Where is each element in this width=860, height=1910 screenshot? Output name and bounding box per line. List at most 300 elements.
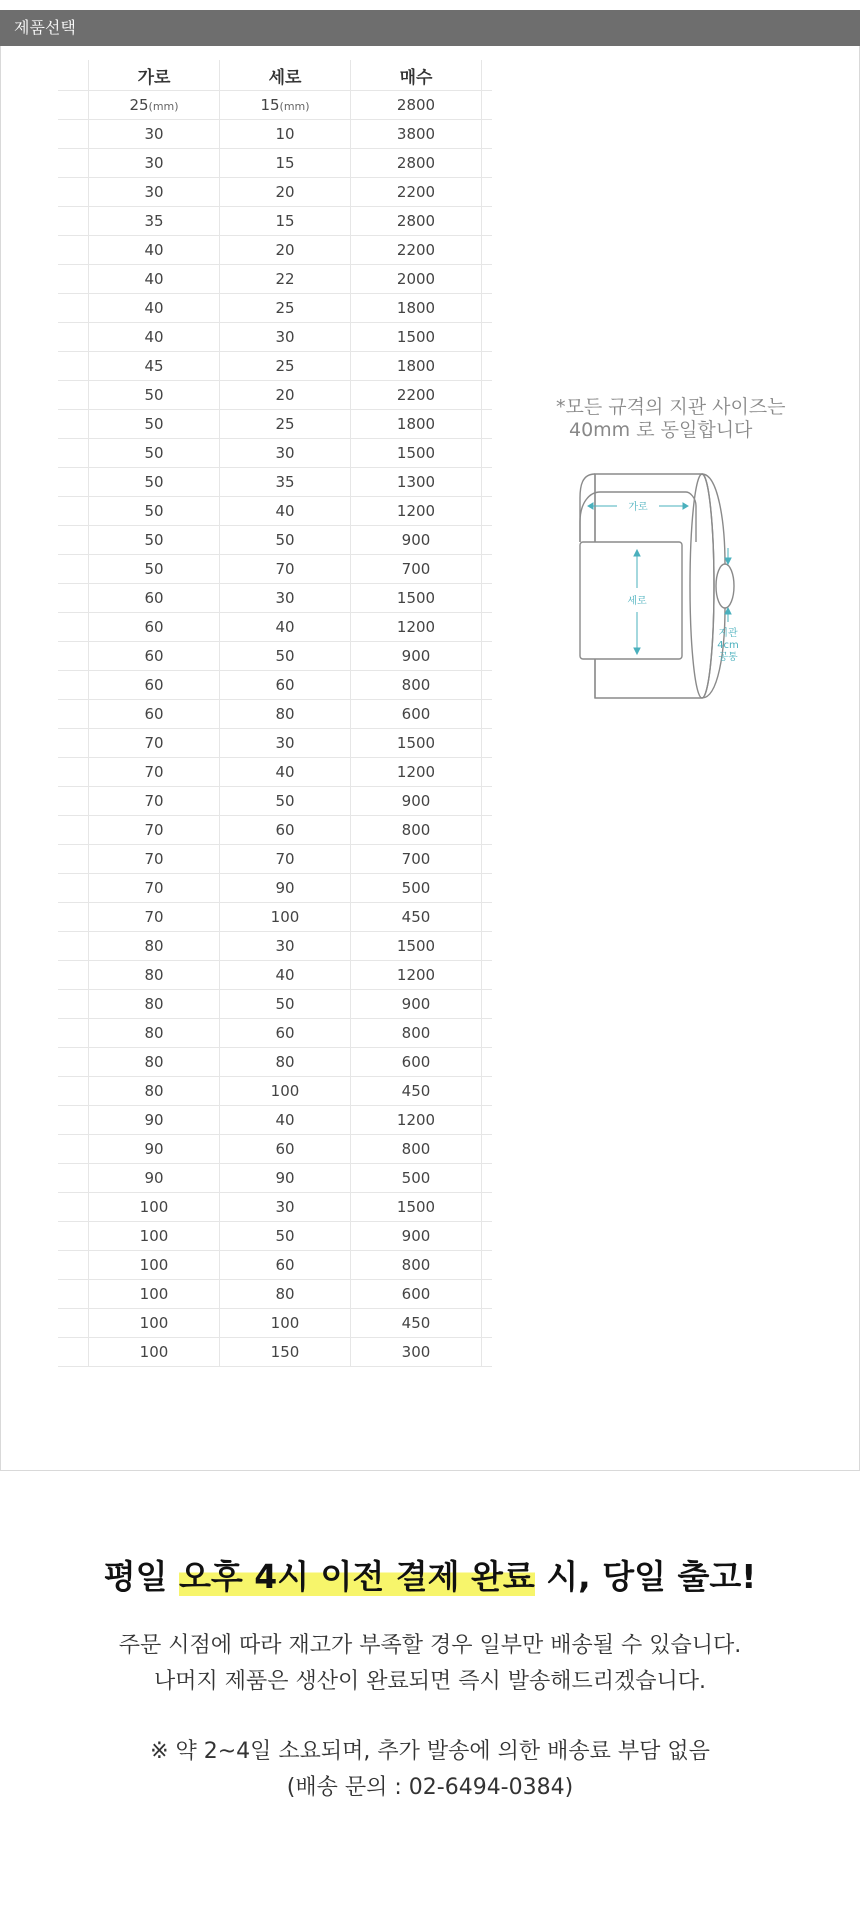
cell-value: 90: [275, 1169, 295, 1187]
table-row: [58, 758, 492, 787]
cell-value: 60: [144, 647, 164, 665]
count-cell: [351, 265, 482, 294]
cell-value: 800: [401, 1256, 431, 1274]
table-row: [58, 236, 492, 265]
width-cell: [89, 1106, 220, 1135]
count-cell: [351, 787, 482, 816]
count-cell: [351, 990, 482, 1019]
column-header-count: 매수: [351, 60, 482, 91]
table-row: [58, 613, 492, 642]
core-label-2: 4cm: [717, 640, 739, 651]
count-cell: [351, 1251, 482, 1280]
cell-value: 45: [144, 357, 164, 375]
height-cell: [220, 178, 351, 207]
table-row: [58, 439, 492, 468]
cell-value: 900: [401, 792, 431, 810]
cell-value: 1200: [396, 763, 436, 781]
height-cell: [220, 1164, 351, 1193]
cell-value: 30: [275, 444, 295, 462]
unit-label: (mm): [148, 100, 179, 113]
height-cell: [220, 265, 351, 294]
width-cell: [89, 265, 220, 294]
width-cell: [89, 410, 220, 439]
cell-value: 40: [275, 502, 295, 520]
cell-value: 450: [401, 1314, 431, 1332]
height-cell: [220, 149, 351, 178]
height-cell: [220, 874, 351, 903]
cell-value: 30: [144, 154, 164, 172]
cell-value: 100: [270, 908, 300, 926]
width-cell: [89, 1338, 220, 1367]
table-row: [58, 961, 492, 990]
table-row: [58, 149, 492, 178]
table-row: [58, 1106, 492, 1135]
cell-value: 150: [270, 1343, 300, 1361]
width-cell: [89, 1019, 220, 1048]
height-cell: [220, 613, 351, 642]
cell-value: 900: [401, 995, 431, 1013]
width-cell: [89, 932, 220, 961]
cell-value: 10: [275, 125, 295, 143]
table-row: [58, 845, 492, 874]
cell-value: 1200: [396, 966, 436, 984]
cell-value: 1500: [396, 589, 436, 607]
count-cell: [351, 874, 482, 903]
cell-value: 500: [401, 879, 431, 897]
cell-value: 800: [401, 1024, 431, 1042]
cell-value: 500: [401, 1169, 431, 1187]
height-cell: [220, 1193, 351, 1222]
cell-value: 40: [144, 299, 164, 317]
table-header-row: [58, 60, 492, 91]
width-cell: [89, 381, 220, 410]
count-cell: [351, 323, 482, 352]
core-label-3: 공통: [718, 652, 738, 663]
cell-value: 70: [144, 734, 164, 752]
cell-value: 80: [275, 1053, 295, 1071]
table-body: [58, 91, 492, 1367]
cell-value: 50: [144, 415, 164, 433]
height-cell: [220, 1280, 351, 1309]
cell-value: 90: [144, 1140, 164, 1158]
cell-value: 1500: [396, 1198, 436, 1216]
stock-notice-line-2: 나머지 제품은 생산이 완료되면 즉시 발송해드리겠습니다.: [153, 1669, 706, 1694]
cell-value: 90: [275, 879, 295, 897]
table-row: [58, 178, 492, 207]
cell-value: 1500: [396, 444, 436, 462]
cell-value: 1500: [396, 734, 436, 752]
label-roll-illustration: [580, 474, 734, 698]
count-cell: [351, 236, 482, 265]
cell-value: 2200: [396, 386, 436, 404]
cell-value: 2800: [396, 96, 436, 114]
cell-value: 800: [401, 821, 431, 839]
cell-value: 40: [144, 328, 164, 346]
cell-value: 900: [401, 647, 431, 665]
cell-value: 450: [401, 908, 431, 926]
cell-value: 2800: [396, 154, 436, 172]
width-cell: [89, 1193, 220, 1222]
table-row: [58, 990, 492, 1019]
height-cell: [220, 468, 351, 497]
width-cell: [89, 1309, 220, 1338]
cell-value: 20: [275, 183, 295, 201]
column-header-width: 가로: [89, 60, 220, 91]
cell-value: 30: [275, 937, 295, 955]
width-cell: [89, 526, 220, 555]
table-row: [58, 1164, 492, 1193]
cell-value: 50: [275, 792, 295, 810]
cell-value: 450: [401, 1082, 431, 1100]
count-cell: [351, 207, 482, 236]
width-cell: [89, 497, 220, 526]
cell-value: 25: [275, 299, 295, 317]
width-cell: [89, 874, 220, 903]
count-cell: [351, 1193, 482, 1222]
width-cell: [89, 178, 220, 207]
cell-value: 70: [144, 763, 164, 781]
height-cell: [220, 584, 351, 613]
table-row: [58, 932, 492, 961]
cell-value: 50: [144, 560, 164, 578]
table-row: [58, 700, 492, 729]
cell-value: 30: [144, 183, 164, 201]
height-cell: [220, 207, 351, 236]
count-cell: [351, 149, 482, 178]
cell-value: 40: [144, 270, 164, 288]
cell-value: 900: [401, 531, 431, 549]
height-cell: [220, 1251, 351, 1280]
cell-value: 25: [275, 415, 295, 433]
width-cell: [89, 584, 220, 613]
note-line-1: *모든 규격의 지관 사이즈는: [556, 396, 786, 418]
cell-value: 50: [275, 1227, 295, 1245]
table-row: [58, 497, 492, 526]
height-cell: [220, 323, 351, 352]
cell-value: 70: [144, 821, 164, 839]
height-cell: [220, 120, 351, 149]
cell-value: 80: [144, 995, 164, 1013]
table-row: [58, 874, 492, 903]
width-cell: [89, 642, 220, 671]
table-row: [58, 1280, 492, 1309]
cell-value: 15: [275, 154, 295, 172]
width-cell: [89, 700, 220, 729]
label-roll-diagram: [560, 462, 760, 702]
cell-value: 30: [275, 1198, 295, 1216]
table-row: [58, 1077, 492, 1106]
height-cell: [220, 1135, 351, 1164]
cell-value: 22: [275, 270, 295, 288]
table-row: [58, 91, 492, 120]
cell-value: 1300: [396, 473, 436, 491]
width-cell: [89, 468, 220, 497]
width-cell: [89, 207, 220, 236]
count-cell: [351, 468, 482, 497]
table-row: [58, 294, 492, 323]
cell-value: 90: [144, 1169, 164, 1187]
height-cell: [220, 932, 351, 961]
cell-value: 70: [144, 850, 164, 868]
count-cell: [351, 729, 482, 758]
width-cell: [89, 1251, 220, 1280]
height-cell: [220, 1048, 351, 1077]
width-cell: [89, 1222, 220, 1251]
width-cell: [89, 1164, 220, 1193]
width-cell: [89, 1280, 220, 1309]
count-cell: [351, 642, 482, 671]
cell-value: 1500: [396, 328, 436, 346]
table-row: [58, 352, 492, 381]
cell-value: 60: [144, 705, 164, 723]
count-cell: [351, 903, 482, 932]
count-cell: [351, 294, 482, 323]
cell-value: 100: [139, 1343, 169, 1361]
count-cell: [351, 1106, 482, 1135]
cell-value: 25: [129, 96, 149, 114]
table-row: [58, 729, 492, 758]
height-cell: [220, 526, 351, 555]
count-cell: [351, 1164, 482, 1193]
count-cell: [351, 1280, 482, 1309]
cell-value: 1800: [396, 357, 436, 375]
cell-value: 40: [144, 241, 164, 259]
height-label: 세로: [627, 596, 647, 607]
width-cell: [89, 236, 220, 265]
title-highlight: 오후 4시 이전 결제 완료: [178, 1557, 535, 1596]
count-cell: [351, 671, 482, 700]
table-row: [58, 816, 492, 845]
cell-value: 80: [144, 1024, 164, 1042]
cell-value: 30: [275, 589, 295, 607]
cell-value: 40: [275, 618, 295, 636]
cell-value: 35: [275, 473, 295, 491]
height-cell: [220, 352, 351, 381]
height-cell: [220, 1309, 351, 1338]
size-table: [58, 60, 492, 1367]
count-cell: [351, 91, 482, 120]
cell-value: 50: [144, 386, 164, 404]
height-cell: [220, 439, 351, 468]
title-before: 평일: [103, 1557, 179, 1596]
cell-value: 40: [275, 1111, 295, 1129]
note-line-2: 40mm 로 동일합니다: [569, 419, 753, 441]
cell-value: 60: [275, 1024, 295, 1042]
cell-value: 20: [275, 241, 295, 259]
cell-value: 50: [144, 444, 164, 462]
height-cell: [220, 729, 351, 758]
cell-value: 40: [275, 966, 295, 984]
height-cell: [220, 1222, 351, 1251]
cell-value: 50: [275, 531, 295, 549]
cell-value: 30: [144, 125, 164, 143]
section-title: 제품선택: [14, 18, 76, 37]
height-cell: [220, 990, 351, 1019]
table-row: [58, 555, 492, 584]
height-cell: [220, 1338, 351, 1367]
table-row: [58, 642, 492, 671]
width-label: 가로: [628, 502, 648, 513]
cell-value: 80: [275, 705, 295, 723]
width-cell: [89, 1135, 220, 1164]
delivery-notice-line-1: ※ 약 2~4일 소요되며, 추가 발송에 의한 배송료 부담 없음: [150, 1739, 710, 1764]
cell-value: 600: [401, 1053, 431, 1071]
cell-value: 60: [144, 676, 164, 694]
table-row: [58, 1193, 492, 1222]
count-cell: [351, 120, 482, 149]
width-cell: [89, 758, 220, 787]
cell-value: 50: [144, 531, 164, 549]
count-cell: [351, 845, 482, 874]
cell-value: 70: [144, 908, 164, 926]
table-row: [58, 787, 492, 816]
cell-value: 3800: [396, 125, 436, 143]
height-cell: [220, 845, 351, 874]
cell-value: 700: [401, 560, 431, 578]
cell-value: 50: [275, 995, 295, 1013]
cell-value: 1200: [396, 618, 436, 636]
width-cell: [89, 120, 220, 149]
width-cell: [89, 323, 220, 352]
cell-value: 2800: [396, 212, 436, 230]
width-cell: [89, 816, 220, 845]
cell-value: 70: [275, 560, 295, 578]
width-cell: [89, 787, 220, 816]
table-row: [58, 671, 492, 700]
delivery-contact: (배송 문의 : 02-6494-0384): [286, 1775, 574, 1800]
cell-value: 300: [401, 1343, 431, 1361]
width-cell: [89, 613, 220, 642]
width-cell: [89, 1048, 220, 1077]
cell-value: 50: [275, 647, 295, 665]
cell-value: 100: [139, 1314, 169, 1332]
cell-value: 15: [260, 96, 280, 114]
cell-value: 2200: [396, 241, 436, 259]
table-row: [58, 1309, 492, 1338]
count-cell: [351, 584, 482, 613]
cell-value: 700: [401, 850, 431, 868]
cell-value: 900: [401, 1227, 431, 1245]
cell-value: 800: [401, 676, 431, 694]
cell-value: 30: [275, 328, 295, 346]
height-cell: [220, 236, 351, 265]
cell-value: 20: [275, 386, 295, 404]
cell-value: 40: [275, 763, 295, 781]
cell-value: 2000: [396, 270, 436, 288]
table-row: [58, 207, 492, 236]
count-cell: [351, 1222, 482, 1251]
cell-value: 80: [275, 1285, 295, 1303]
table-row: [58, 120, 492, 149]
cell-value: 35: [144, 212, 164, 230]
height-cell: [220, 555, 351, 584]
cell-value: 50: [144, 502, 164, 520]
width-cell: [89, 352, 220, 381]
count-cell: [351, 1135, 482, 1164]
cell-value: 1800: [396, 299, 436, 317]
width-cell: [89, 990, 220, 1019]
cell-value: 70: [144, 792, 164, 810]
cell-value: 60: [275, 821, 295, 839]
count-cell: [351, 1077, 482, 1106]
count-cell: [351, 352, 482, 381]
width-cell: [89, 555, 220, 584]
table-row: [58, 381, 492, 410]
count-cell: [351, 1048, 482, 1077]
cell-value: 1200: [396, 502, 436, 520]
height-cell: [220, 1106, 351, 1135]
count-cell: [351, 961, 482, 990]
count-cell: [351, 1309, 482, 1338]
count-cell: [351, 816, 482, 845]
width-cell: [89, 1077, 220, 1106]
height-cell: [220, 758, 351, 787]
cell-value: 60: [144, 618, 164, 636]
table-row: [58, 526, 492, 555]
height-cell: [220, 671, 351, 700]
height-cell: [220, 497, 351, 526]
table-row: [58, 1019, 492, 1048]
cell-value: 100: [270, 1082, 300, 1100]
table-row: [58, 1048, 492, 1077]
cell-value: 80: [144, 1082, 164, 1100]
cell-value: 600: [401, 705, 431, 723]
width-cell: [89, 903, 220, 932]
width-cell: [89, 294, 220, 323]
cell-value: 1500: [396, 937, 436, 955]
count-cell: [351, 932, 482, 961]
width-cell: [89, 91, 220, 120]
count-cell: [351, 1019, 482, 1048]
count-cell: [351, 178, 482, 207]
cell-value: 800: [401, 1140, 431, 1158]
cell-value: 80: [144, 937, 164, 955]
table-row: [58, 265, 492, 294]
cell-value: 1800: [396, 415, 436, 433]
table-row: [58, 1338, 492, 1367]
unit-label: (mm): [279, 100, 310, 113]
count-cell: [351, 613, 482, 642]
column-header-height: 세로: [220, 60, 351, 91]
height-cell: [220, 816, 351, 845]
count-cell: [351, 700, 482, 729]
cell-value: 30: [275, 734, 295, 752]
cell-value: 100: [139, 1256, 169, 1274]
count-cell: [351, 410, 482, 439]
table-row: [58, 1135, 492, 1164]
title-after: 시, 당일 출고!: [534, 1557, 757, 1596]
cell-value: 80: [144, 1053, 164, 1071]
table-row: [58, 1251, 492, 1280]
table-row: [58, 468, 492, 497]
width-cell: [89, 439, 220, 468]
count-cell: [351, 555, 482, 584]
height-cell: [220, 294, 351, 323]
cell-value: 25: [275, 357, 295, 375]
count-cell: [351, 381, 482, 410]
height-cell: [220, 410, 351, 439]
cell-value: 70: [275, 850, 295, 868]
count-cell: [351, 758, 482, 787]
height-cell: [220, 903, 351, 932]
width-cell: [89, 961, 220, 990]
height-cell: [220, 642, 351, 671]
cell-value: 60: [275, 676, 295, 694]
cell-value: 60: [275, 1140, 295, 1158]
same-day-shipping-title: [0, 1551, 860, 1598]
core-size-note: [556, 396, 796, 442]
cell-value: 2200: [396, 183, 436, 201]
